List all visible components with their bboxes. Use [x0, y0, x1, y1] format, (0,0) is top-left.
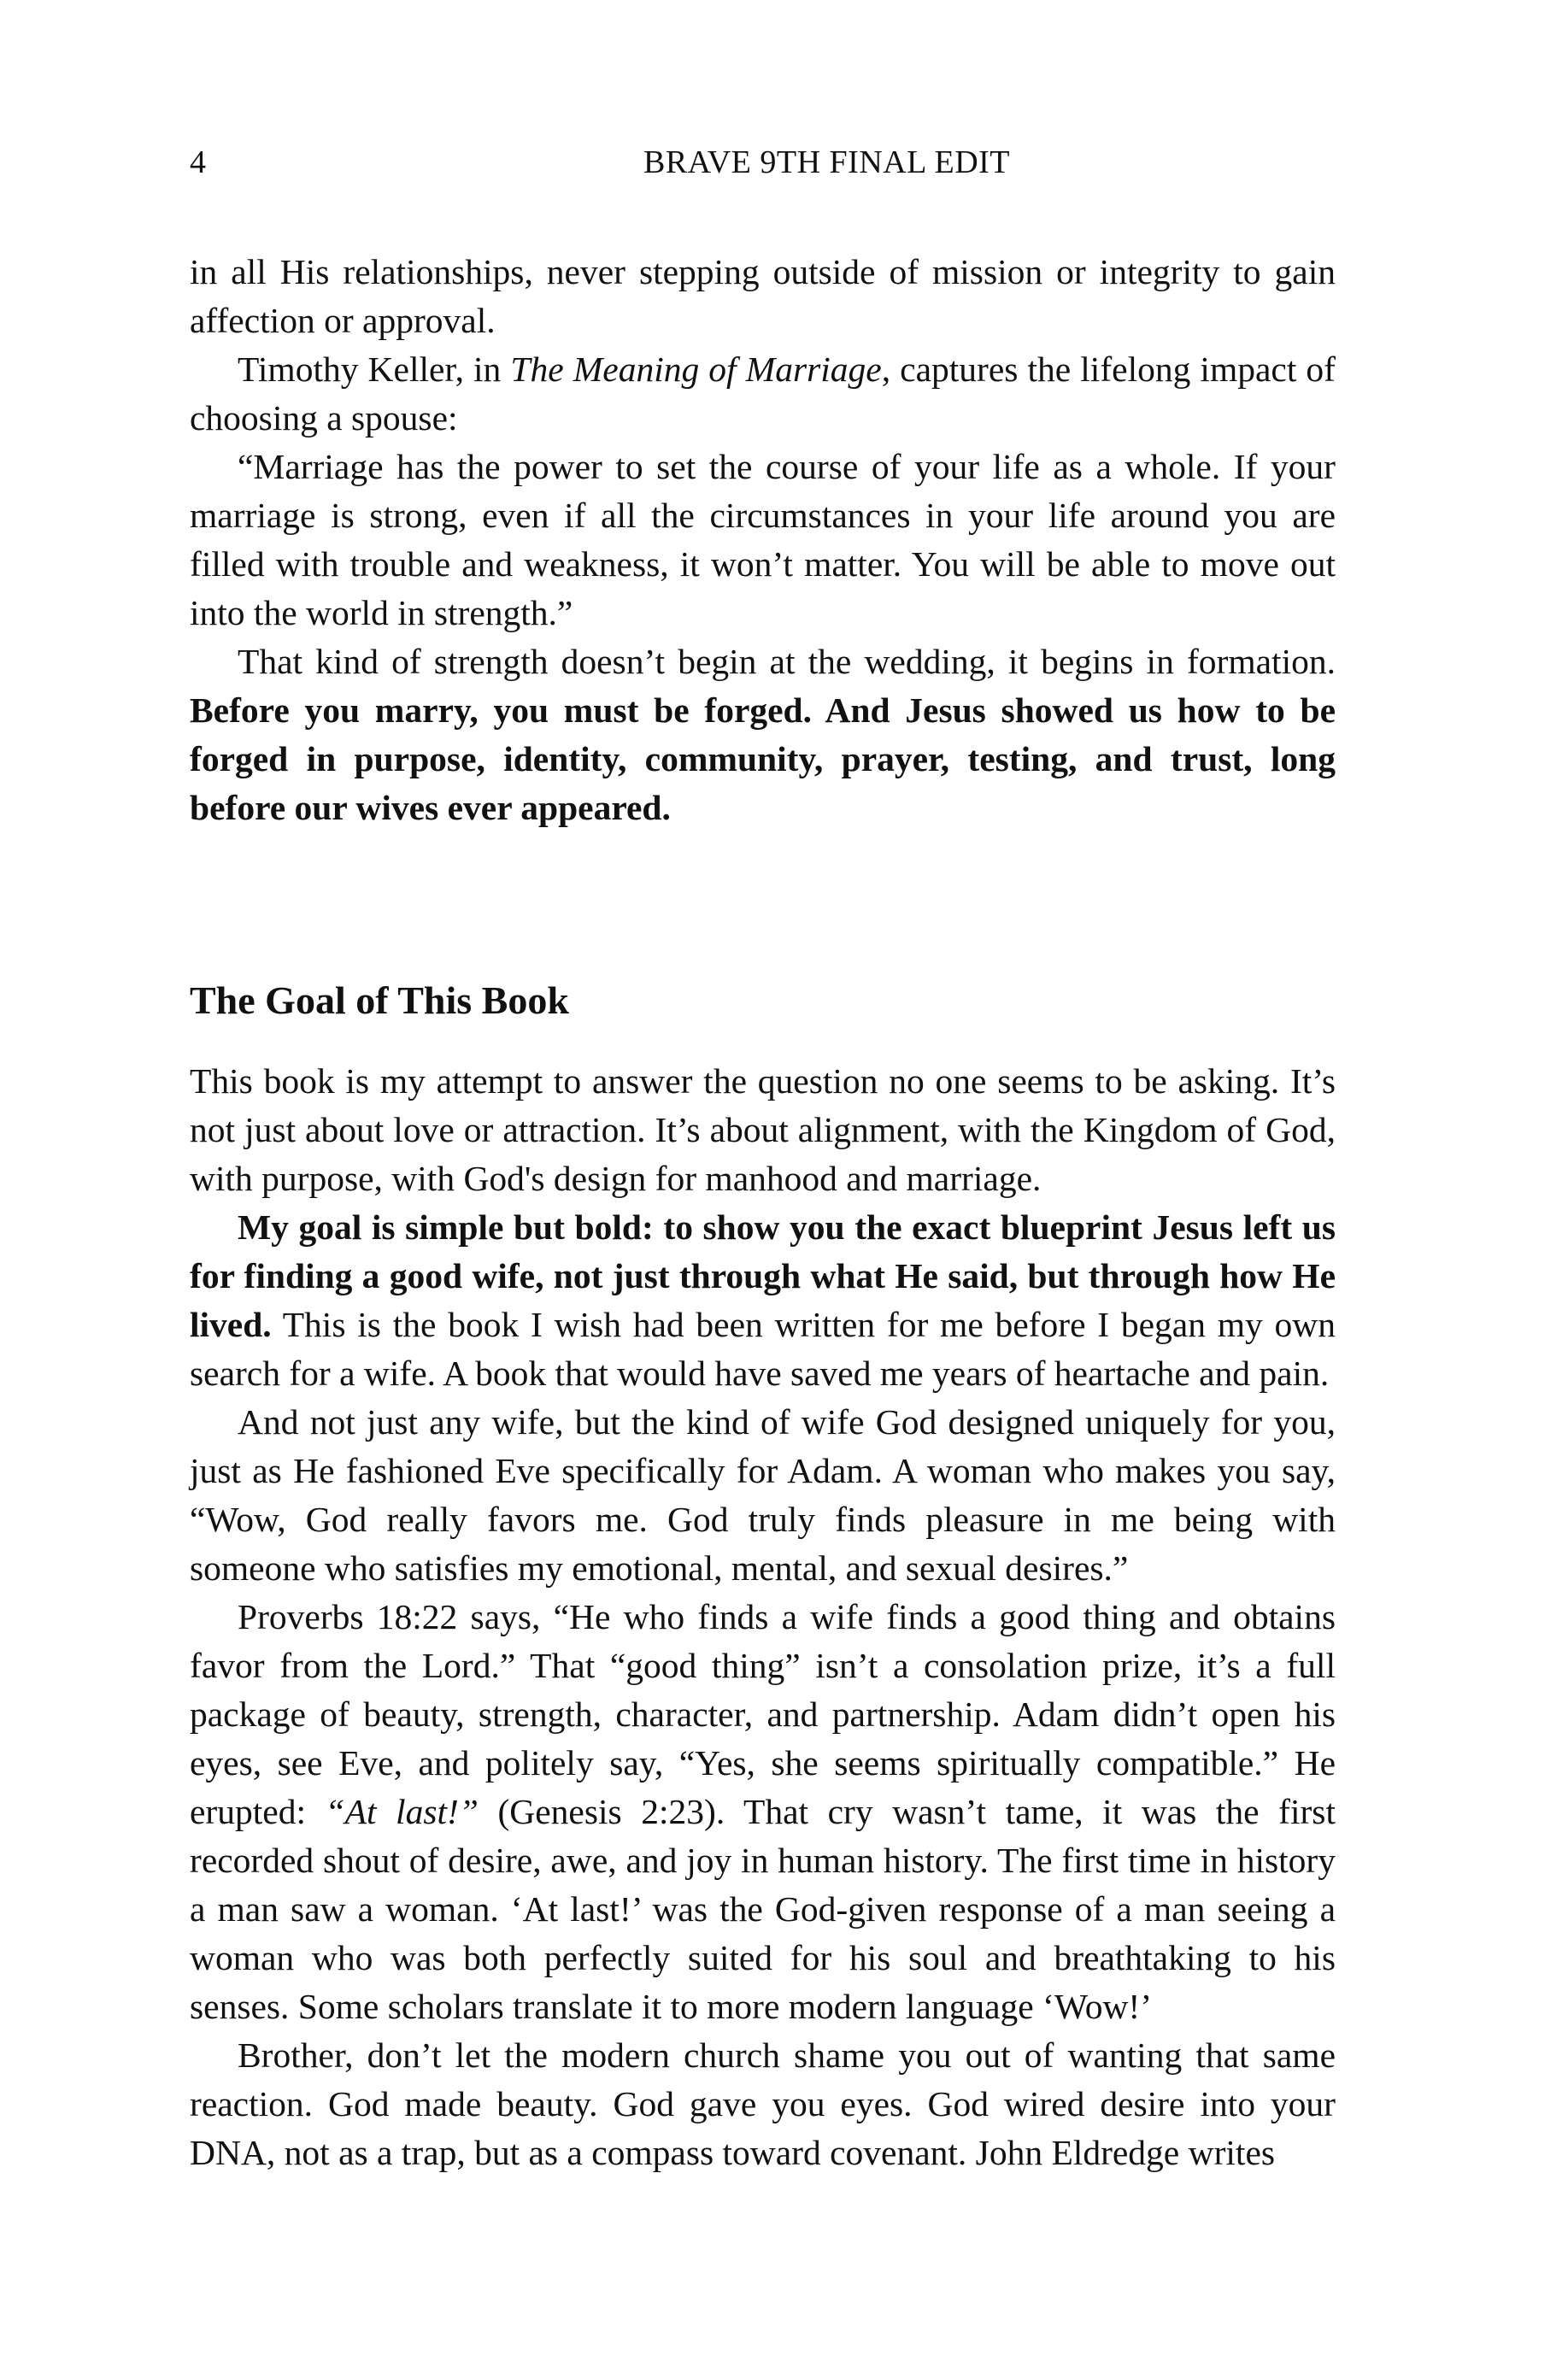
text-run: , captures the lifelong impact of choosing a spouse:: [190, 349, 1336, 438]
body-text: [190, 248, 1336, 2177]
section-heading: The Goal of This Book: [190, 978, 569, 1022]
text-run: Timothy Keller, in: [238, 349, 511, 389]
book-title-italic: The Meaning of Marriage: [510, 349, 882, 389]
bold-emphasis: My goal is simple but bold: to show you the exact blueprint Jesus left us for finding a good wife, not just through what He said, but through how He lived.: [190, 1207, 1336, 1344]
bold-emphasis: Before you marry, you must be forged. And Jesus showed us how to be forged in purpose, identity, community, prayer, testing, and trust, long before our wives ever appeared.: [190, 690, 1336, 827]
paragraph-goal-statement: [190, 1203, 1336, 1398]
text-run: That kind of strength doesn’t begin at the wedding, it begins in formation.: [238, 642, 1336, 681]
paragraph-continuation: in all His relationships, never stepping outside of mission or integrity to gain affection or approval.: [190, 252, 1336, 340]
paragraph-keller-intro: [190, 345, 1336, 443]
text-run: This is the book I wish had been written for me before I began my own search for a wife. A book that would have saved me years of heartache and pain.: [190, 1305, 1336, 1393]
paragraph-proverbs: [190, 1593, 1336, 2031]
running-title: BRAVE 9TH FINAL EDIT: [643, 144, 1011, 180]
paragraph-keller-quote: “Marriage has the power to set the course of your life as a whole. If your marriage is strong, even if all the circumstances in your life around you are filled with trouble and weakness, it won’t matter. You will be able to move out into the world in strength.”: [190, 447, 1336, 632]
paragraph-brother: Brother, don’t let the modern church shame you out of wanting that same reaction. God made beauty. God gave you eyes. God wired desire into your DNA, not as a trap, but as a compass toward covenant. John Eldredge writes: [190, 2035, 1336, 2172]
text-run: (Genesis 2:23). That cry wasn’t tame, it was the first recorded shout of desire, awe, and joy in human history. The first time in history a man saw a woman. ‘At last!’ was the God-given response of a man seeing a woman who was both perfectly suited for his soul and breathtaking to his senses. Some scholars translate it to more modern language ‘Wow!’: [190, 1792, 1336, 2026]
paragraph-wife: And not just any wife, but the kind of wife God designed uniquely for you, just as He fashioned Eve specifically for Adam. A woman who makes you say, “Wow, God really favors me. God truly finds pleasure in me being with someone who satisfies my emotional, mental, and sexual desires.”: [190, 1402, 1336, 1588]
page-number: 4: [190, 144, 207, 180]
italic-quote: “At last!”: [325, 1792, 479, 1831]
text-run: Proverbs 18:22 says, “He who finds a wife finds a good thing and obtains favor from the Lord.” That “good thing” isn’t a consolation prize, it’s a full package of beauty, strength, character, and partnership. Adam didn’t open his eyes, see Eve, and politely say, “Yes, she seems spiritually compatible.” He erupted:: [190, 1597, 1336, 1831]
paragraph-goal-intro: This book is my attempt to answer the question no one seems to be asking. It’s not just about love or attraction. It’s about alignment, with the Kingdom of God, with purpose, with God's design for manhood and marriage.: [190, 1061, 1336, 1198]
running-header: [190, 144, 1336, 181]
paragraph-strength: [190, 637, 1336, 832]
